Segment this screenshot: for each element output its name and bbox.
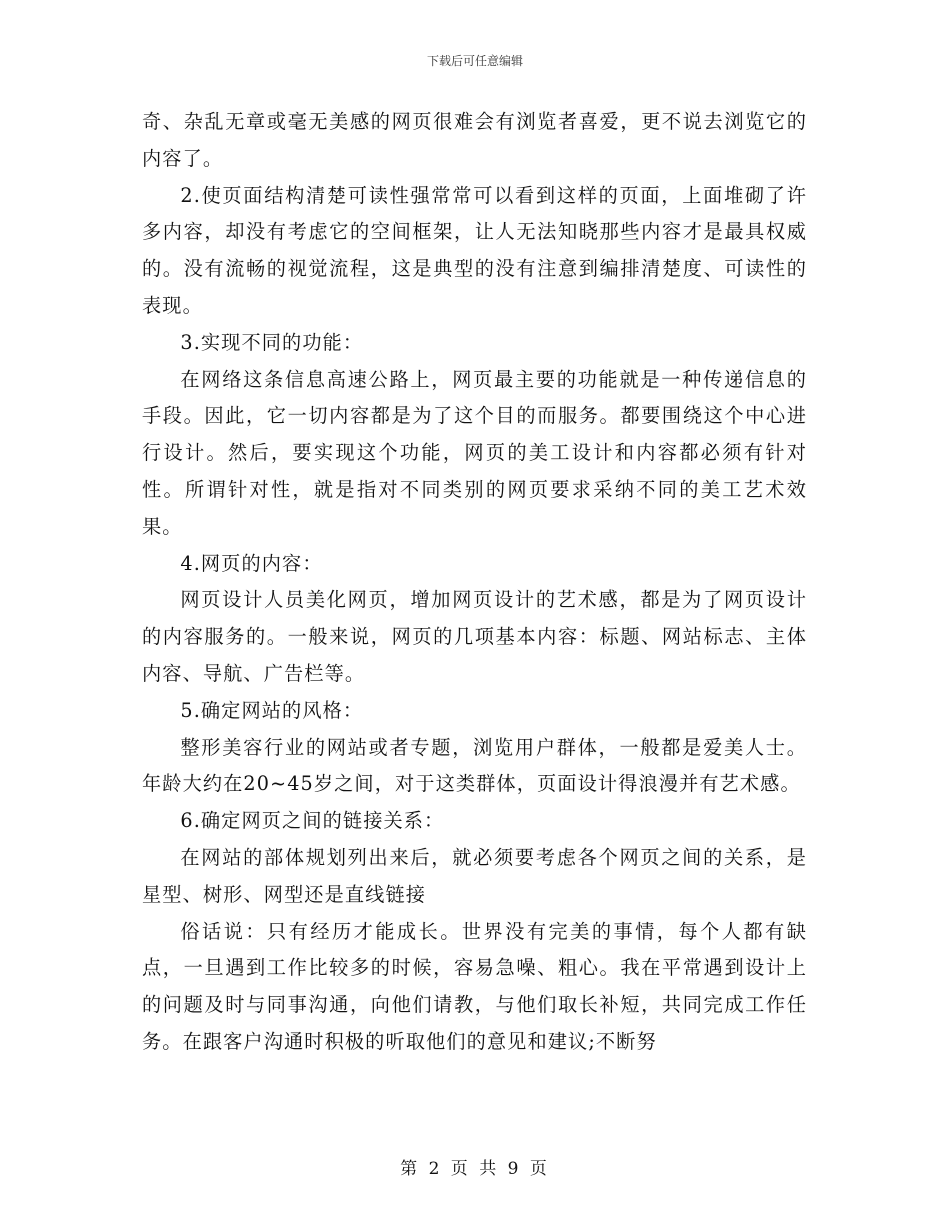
section-heading: 5.确定网站的风格：	[180, 698, 364, 722]
page-number-footer: 第 2 页 共 9 页	[400, 1159, 550, 1179]
section-heading: 3.实现不同的功能：	[180, 330, 364, 354]
paragraph: 俗话说：只有经历才能成长。世界没有完美的事情，每个人都有缺点，一旦遇到工作比较多的时候，容易急噪、粗心。我在平常遇到设计上的问题及时与同事沟通，向他们请教，与他们取长补短，共同完成工作任务。在跟客户沟通时积极的听取他们的意见和建议;不断努	[142, 919, 807, 1053]
section-heading: 4.网页的内容：	[180, 551, 323, 575]
paragraph: 整形美容行业的网站或者专题，浏览用户群体，一般都是爱美人士。年龄大约在20~45岁之间，对于这类群体，页面设计得浪漫并有艺术感。	[142, 735, 807, 796]
section-heading: 6.确定网页之间的链接关系：	[180, 809, 445, 833]
paragraph: 在网络这条信息高速公路上，网页最主要的功能就是一种传递信息的手段。因此，它一切内容都是为了这个目的而服务。都要围绕这个中心进行设计。然后，要实现这个功能，网页的美工设计和内容都必须有针对性。所谓针对性，就是指对不同类别的网页要求采纳不同的美工艺术效果。	[142, 367, 807, 538]
document-body	[142, 104, 807, 1061]
paragraph: 在网站的部体规划列出来后，就必须要考虑各个网页之间的关系，是星型、树形、网型还是直线链接	[142, 845, 807, 906]
paragraph: 奇、杂乱无章或毫无美感的网页很难会有浏览者喜爱，更不说去浏览它的内容了。	[142, 110, 807, 170]
paragraph: 2.使页面结构清楚可读性强常常可以看到这样的页面，上面堆砌了许多内容，却没有考虑它的空间框架，让人无法知晓那些内容才是最具权威的。没有流畅的视觉流程，这是典型的没有注意到编排清楚度、可读性的表现。	[142, 183, 807, 317]
page-header: 下载后可任意编辑	[426, 54, 523, 68]
paragraph: 网页设计人员美化网页，增加网页设计的艺术感，都是为了网页设计的内容服务的。一般来说，网页的几项基本内容：标题、网站标志、主体内容、导航、广告栏等。	[142, 588, 807, 685]
